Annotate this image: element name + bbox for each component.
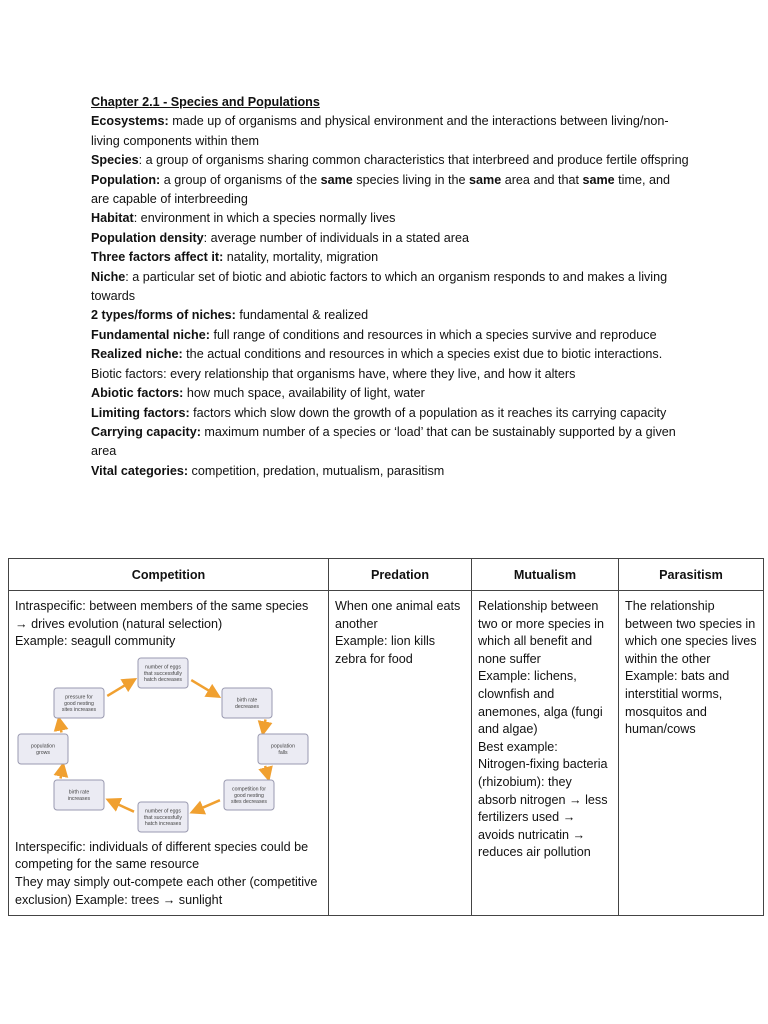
cycle-arrow bbox=[263, 719, 265, 731]
header-parasitism: Parasitism bbox=[619, 559, 764, 591]
intraspecific-text: Intraspecific: between members of the same species → drives evolution (natural selection) Example: seagull community bbox=[15, 599, 309, 649]
svg-text:birth rateincreases: birth rate increases bbox=[67, 789, 91, 802]
definition-entry: Species: a group of organisms sharing common characteristics that interbreed and produce fertile offspring bbox=[91, 153, 689, 168]
cycle-node bbox=[222, 688, 272, 718]
parasitism-cell bbox=[619, 591, 764, 916]
definition-entry: Population: a group of organisms of the same species living in the same area and that same time, and are capable of interbreeding bbox=[91, 172, 670, 207]
cycle-node bbox=[138, 802, 188, 832]
definition-entry: Realized niche: the actual conditions and resources in which a species exist due to biotic interactions. bbox=[91, 347, 663, 362]
mutualism-text: Relationship between two or more species in which all benefit and none suffer Example: lichens, clownfish and anemones, alga (fungi and algae) Best example: Nitrogen-fixing bacteria (rhizobium): they absorb nitrogen → less fertilizers used → avoids nutricatin → reduces air pollution bbox=[478, 599, 608, 860]
table-header-row bbox=[9, 559, 764, 591]
definition-entry: Habitat: environment in which a species normally lives bbox=[91, 211, 396, 226]
definition-entry: Population density: average number of individuals in a stated area bbox=[91, 230, 469, 245]
definition-entry: Limiting factors: factors which slow down the growth of a population as it reaches its carrying capacity bbox=[91, 405, 667, 420]
predation-text: When one animal eats another Example: lion kills zebra for food bbox=[335, 599, 461, 666]
competition-cell bbox=[9, 591, 329, 916]
predation-cell bbox=[329, 591, 472, 916]
header-competition: Competition bbox=[9, 559, 329, 591]
cycle-node bbox=[54, 780, 104, 810]
parasitism-text: The relationship between two species in which one species lives within the other Example: bats and interstitial worms, mosquitos and human/cows bbox=[625, 599, 757, 737]
cycle-node bbox=[258, 734, 308, 764]
cycle-arrow bbox=[61, 766, 63, 778]
cycle-arrow bbox=[107, 680, 133, 695]
svg-text:populationgrows: population grows bbox=[31, 743, 55, 756]
definition-entry: Ecosystems: made up of organisms and physical environment and the interactions between living/non-living components within them bbox=[91, 114, 669, 148]
definition-entry: 2 types/forms of niches: fundamental & realized bbox=[91, 308, 369, 323]
cycle-node bbox=[18, 734, 68, 764]
header-mutualism: Mutualism bbox=[472, 559, 619, 591]
cycle-arrow bbox=[110, 800, 134, 811]
svg-text:populationfalls: population falls bbox=[271, 743, 295, 756]
cycle-arrow bbox=[194, 800, 220, 811]
definition-entry: Vital categories: competition, predation, mutualism, parasitism bbox=[91, 463, 445, 478]
cycle-node bbox=[224, 780, 274, 810]
interspecific-text: Interspecific: individuals of different species could be competing for the same resource They may simply out-compete each other (competitive exclusion) Example: trees → sunlight bbox=[15, 839, 318, 907]
definition-entry: Abiotic factors: how much space, availability of light, water bbox=[91, 386, 425, 401]
cycle-arrow bbox=[59, 720, 61, 732]
svg-text:birth ratedecreases: birth rate decreases bbox=[235, 697, 259, 710]
svg-text:pressure forgood nestingsites: pressure for good nesting sites increases bbox=[61, 694, 97, 713]
chapter-title: Chapter 2.1 - Species and Populations bbox=[91, 95, 320, 109]
cycle-node bbox=[138, 658, 188, 688]
definition-entry: Three factors affect it: natality, mortality, migration bbox=[91, 250, 379, 265]
table-row bbox=[9, 591, 764, 916]
definition-entry: Niche: a particular set of biotic and abiotic factors to which an organism responds to and makes a living towards bbox=[91, 269, 668, 304]
definition-entry: Carrying capacity: maximum number of a species or ‘load’ that can be sustainably supported by a given area bbox=[91, 424, 676, 459]
cycle-arrow bbox=[191, 680, 217, 695]
svg-text:number of eggsthat successfull: number of eggs that successfully hatch increases bbox=[143, 808, 183, 827]
population-cycle-diagram bbox=[17, 657, 309, 835]
svg-text:number of eggsthat successfull: number of eggs that successfully hatch decreases bbox=[143, 664, 183, 683]
chapter-notes bbox=[91, 93, 691, 481]
svg-text:competition forgood nestingsit: competition for good nesting sites decreases bbox=[230, 786, 268, 805]
cycle-arrow bbox=[265, 766, 268, 777]
definition-entry: Fundamental niche: full range of conditions and resources in which a species survive and reproduce bbox=[91, 327, 657, 342]
interaction-table bbox=[8, 558, 764, 916]
definition-list bbox=[91, 112, 691, 481]
header-predation: Predation bbox=[329, 559, 472, 591]
mutualism-cell bbox=[472, 591, 619, 916]
cycle-node bbox=[54, 688, 104, 718]
definition-entry: Biotic factors: every relationship that organisms have, where they live, and how it alters bbox=[91, 366, 576, 381]
